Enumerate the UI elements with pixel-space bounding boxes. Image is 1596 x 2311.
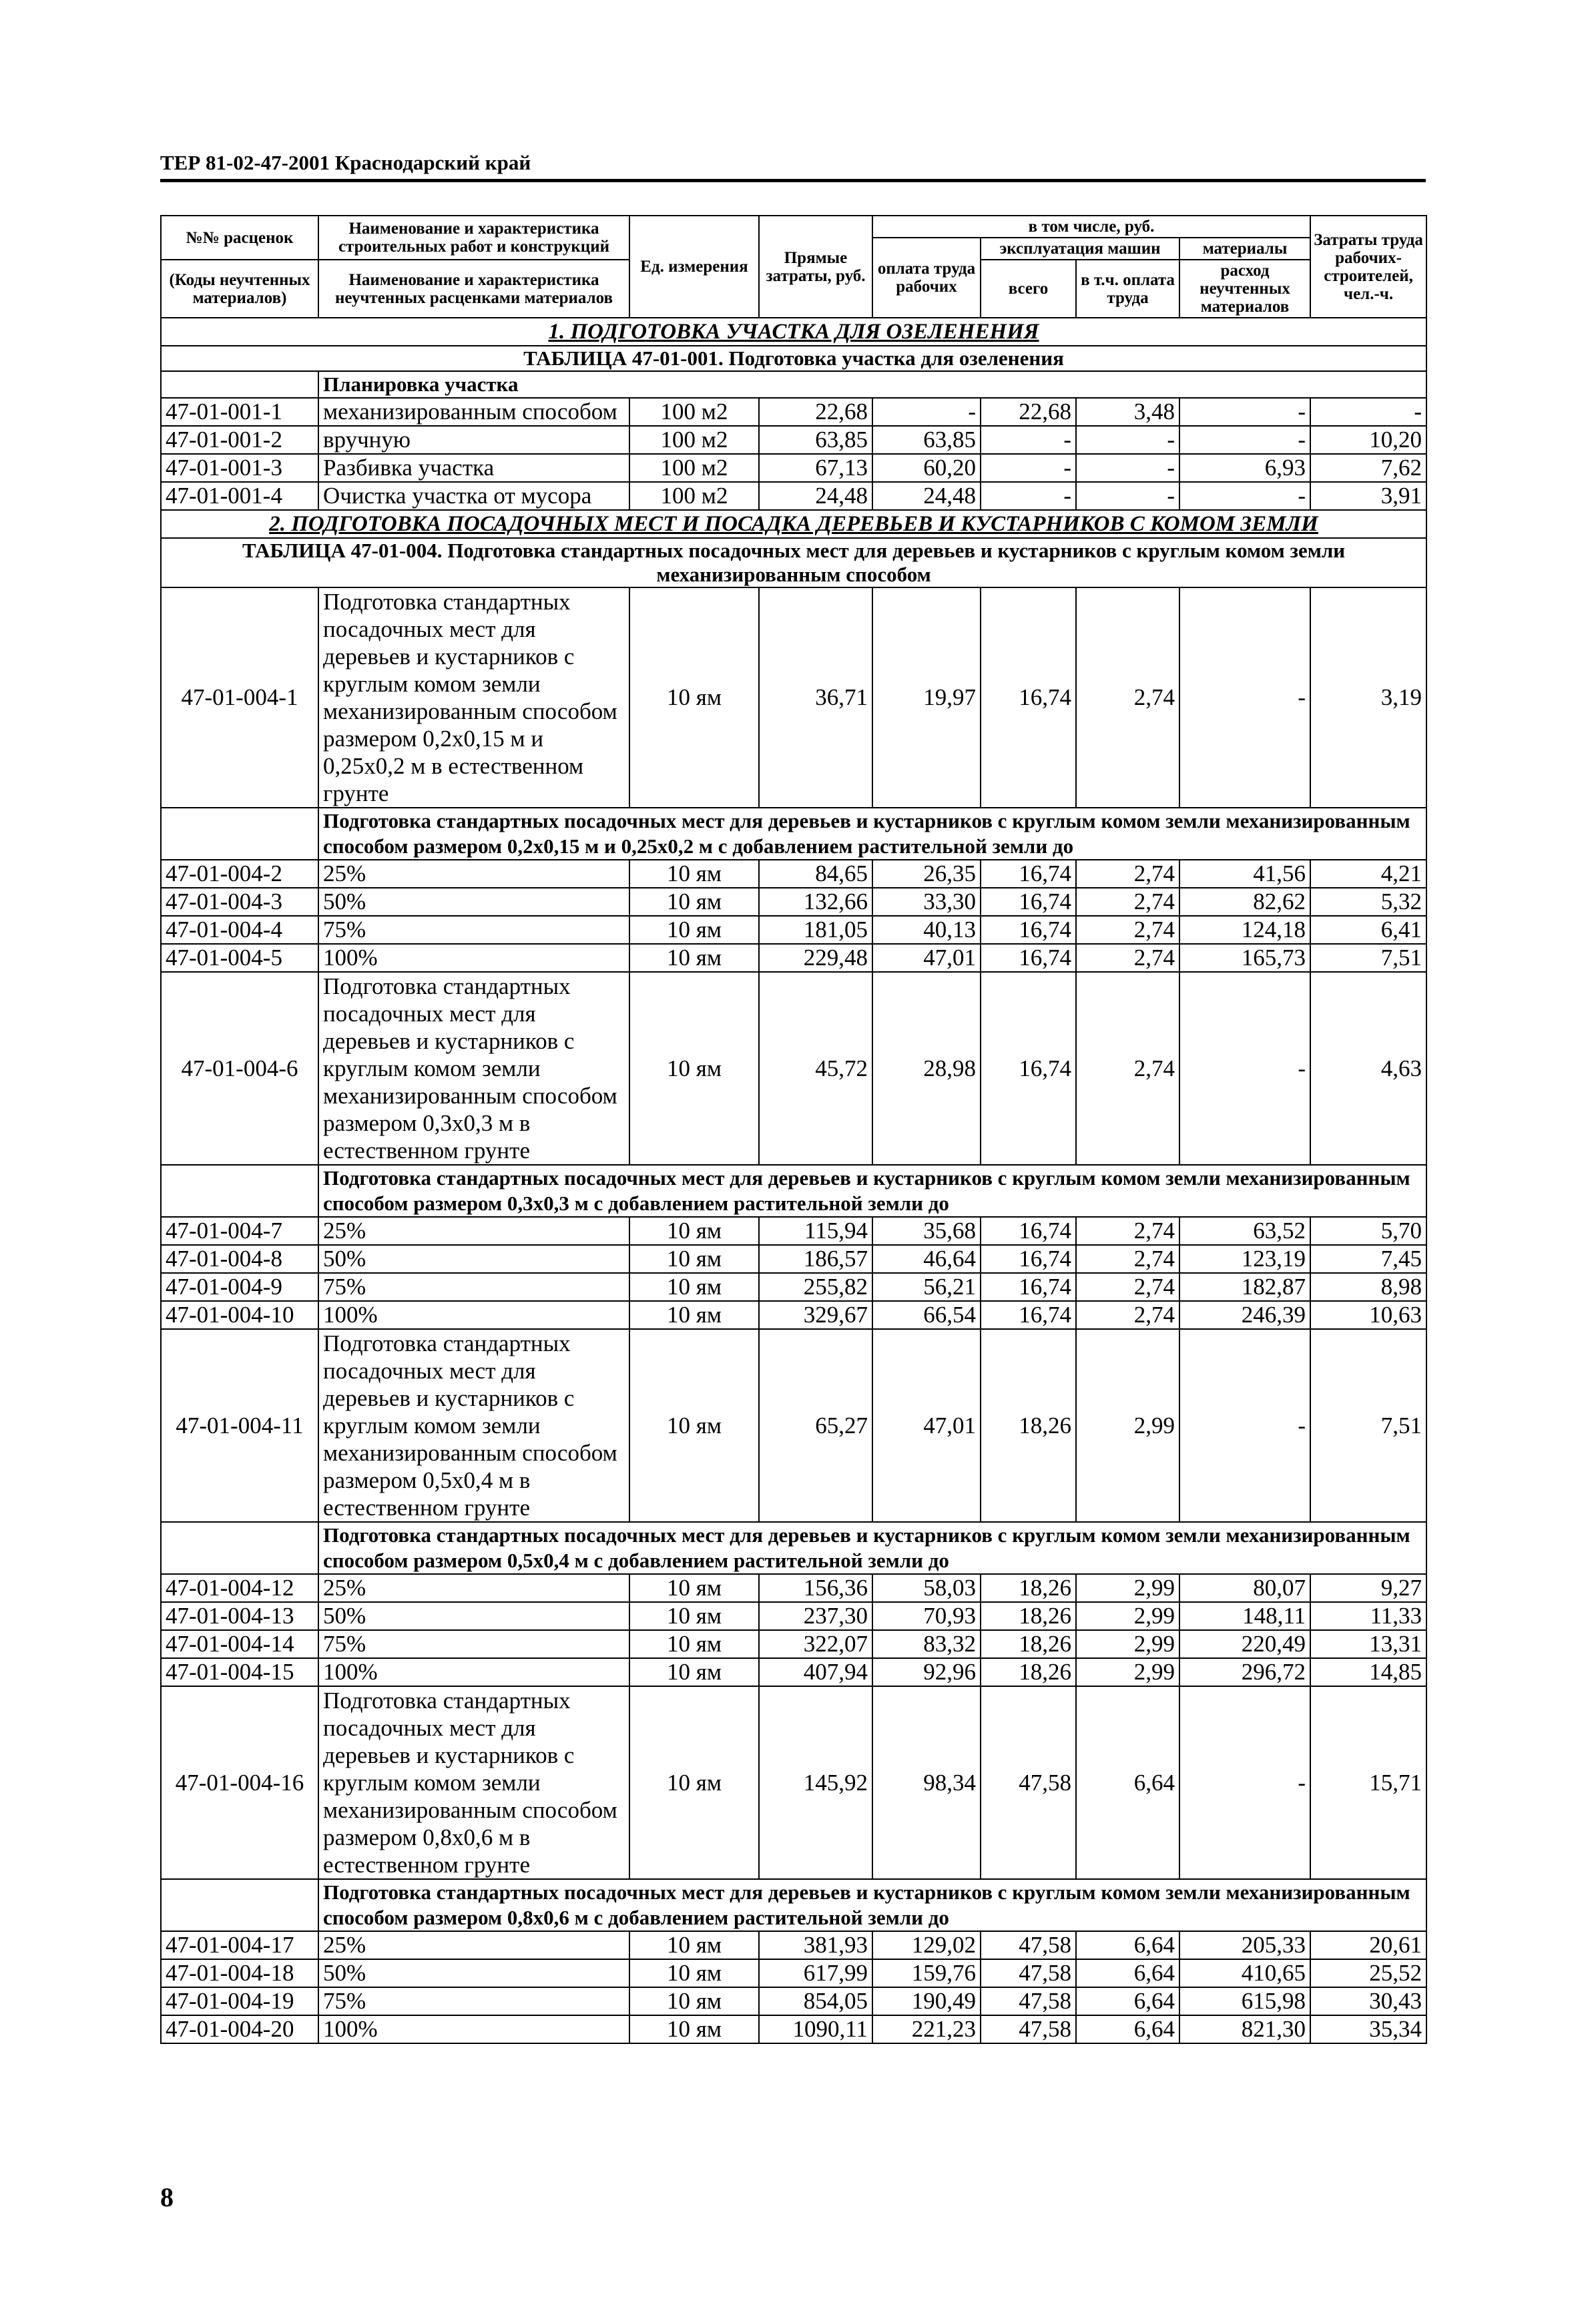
work-name: 50% [318, 1602, 629, 1630]
work-name: 100% [318, 1658, 629, 1686]
machines-total: 16,74 [981, 944, 1076, 972]
rate-code: 47-01-004-10 [161, 1301, 318, 1329]
unit: 10 ям [629, 1987, 759, 2015]
group-code-cell [161, 371, 318, 398]
labor-cost: 35,34 [1310, 2015, 1426, 2043]
rate-code: 47-01-001-2 [161, 426, 318, 454]
rate-code: 47-01-004-8 [161, 1245, 318, 1273]
header-name-unaccounted: Наименование и характеристика неучтенных расценками материалов [318, 260, 629, 318]
work-name: 100% [318, 1301, 629, 1329]
machines-total: 16,74 [981, 1245, 1076, 1273]
price-table [160, 215, 1427, 2044]
group-heading: Подготовка стандартных посадочных мест для деревьев и кустарников с круглым комом земли механизированным способом размером 0,3х0,3 м с добавлением растительной земли до [318, 1165, 1426, 1217]
section-1-title: 1. ПОДГОТОВКА УЧАСТКА ДЛЯ ОЗЕЛЕНЕНИЯ [161, 318, 1426, 346]
header-materials: материалы [1179, 238, 1310, 260]
unit: 10 ям [629, 972, 759, 1165]
group-code-cell [161, 1522, 318, 1574]
machines-labor: - [1076, 454, 1179, 482]
direct-costs: 255,82 [759, 1273, 872, 1301]
materials: 182,87 [1179, 1273, 1310, 1301]
direct-costs: 45,72 [759, 972, 872, 1165]
labor-pay: 47,01 [872, 1329, 981, 1522]
unit: 10 ям [629, 916, 759, 944]
unit: 10 ям [629, 944, 759, 972]
labor-pay: 63,85 [872, 426, 981, 454]
labor-cost: 11,33 [1310, 1602, 1426, 1630]
table-row [161, 1630, 1426, 1658]
work-name: Очистка участка от мусора [318, 482, 629, 510]
machines-labor: 2,74 [1076, 1273, 1179, 1301]
materials: 165,73 [1179, 944, 1310, 972]
work-name: 25% [318, 1574, 629, 1602]
labor-pay: 92,96 [872, 1658, 981, 1686]
materials: 821,30 [1179, 2015, 1310, 2043]
materials: - [1179, 972, 1310, 1165]
labor-pay: 33,30 [872, 888, 981, 916]
group-heading: Подготовка стандартных посадочных мест для деревьев и кустарников с круглым комом земли механизированным способом размером 0,2х0,15 м и 0,25х0,2 м с добавлением растительной земли до [318, 808, 1426, 860]
machines-labor: - [1076, 482, 1179, 510]
table-row [161, 1217, 1426, 1245]
machines-total: 18,26 [981, 1602, 1076, 1630]
work-name: 75% [318, 916, 629, 944]
rate-code: 47-01-001-3 [161, 454, 318, 482]
header-machines-total: всего [981, 260, 1076, 318]
direct-costs: 237,30 [759, 1602, 872, 1630]
unit: 10 ям [629, 1301, 759, 1329]
header-labor-cost: Затраты труда рабочих-строителей, чел.-ч. [1310, 216, 1426, 318]
table-47-01-004-title: ТАБЛИЦА 47-01-004. Подготовка стандартных посадочных мест для деревьев и кустарников с круглым комом земли механизированным способом [161, 538, 1426, 587]
header-code-unaccounted: (Коды неучтенных материалов) [161, 260, 318, 318]
unit: 10 ям [629, 1959, 759, 1987]
work-name: механизированным способом [318, 398, 629, 426]
labor-cost: 7,62 [1310, 454, 1426, 482]
direct-costs: 156,36 [759, 1574, 872, 1602]
unit: 10 ям [629, 1602, 759, 1630]
machines-labor: 6,64 [1076, 1959, 1179, 1987]
labor-pay: 159,76 [872, 1959, 981, 1987]
header-machines-labor: в т.ч. оплата труда [1076, 260, 1179, 318]
machines-labor: 2,74 [1076, 587, 1179, 808]
machines-labor: 2,99 [1076, 1329, 1179, 1522]
work-name: Подготовка стандартных посадочных мест для деревьев и кустарников с круглым комом земли механизированным способом размером 0,2х0,15 м и 0,25х0,2 м в естественном грунте [318, 587, 629, 808]
materials: 205,33 [1179, 1931, 1310, 1959]
header-direct-costs: Прямые затраты, руб. [759, 216, 872, 318]
materials: 123,19 [1179, 1245, 1310, 1273]
machines-labor: 2,74 [1076, 916, 1179, 944]
unit: 10 ям [629, 1630, 759, 1658]
group-heading: Подготовка стандартных посадочных мест для деревьев и кустарников с круглым комом земли механизированным способом размером 0,8х0,6 м с добавлением растительной земли до [318, 1879, 1426, 1931]
group-row [161, 1879, 1426, 1931]
labor-cost: 7,51 [1310, 1329, 1426, 1522]
work-name: 25% [318, 1931, 629, 1959]
machines-labor: 6,64 [1076, 1987, 1179, 2015]
machines-total: - [981, 454, 1076, 482]
header-code: №№ расценок [161, 216, 318, 260]
page-number: 8 [160, 2182, 174, 2212]
labor-pay: 28,98 [872, 972, 981, 1165]
labor-cost: 15,71 [1310, 1686, 1426, 1879]
materials: - [1179, 398, 1310, 426]
labor-cost: 30,43 [1310, 1987, 1426, 2015]
work-name: 50% [318, 888, 629, 916]
direct-costs: 181,05 [759, 916, 872, 944]
machines-total: 47,58 [981, 1931, 1076, 1959]
table-row [161, 454, 1426, 482]
machines-total: 47,58 [981, 2015, 1076, 2043]
labor-cost: 3,91 [1310, 482, 1426, 510]
direct-costs: 22,68 [759, 398, 872, 426]
unit: 100 м2 [629, 482, 759, 510]
labor-pay: 66,54 [872, 1301, 981, 1329]
labor-cost: 9,27 [1310, 1574, 1426, 1602]
table-row [161, 1602, 1426, 1630]
machines-labor: 2,74 [1076, 972, 1179, 1165]
unit: 10 ям [629, 1686, 759, 1879]
materials: 63,52 [1179, 1217, 1310, 1245]
labor-pay: 129,02 [872, 1931, 981, 1959]
unit: 100 м2 [629, 398, 759, 426]
group-heading: Подготовка стандартных посадочных мест для деревьев и кустарников с круглым комом земли механизированным способом размером 0,5х0,4 м с добавлением растительной земли до [318, 1522, 1426, 1574]
labor-cost: 6,41 [1310, 916, 1426, 944]
direct-costs: 407,94 [759, 1658, 872, 1686]
unit: 10 ям [629, 1574, 759, 1602]
machines-total: 16,74 [981, 1217, 1076, 1245]
work-name: 75% [318, 1273, 629, 1301]
rate-code: 47-01-004-7 [161, 1217, 318, 1245]
table-row [161, 426, 1426, 454]
machines-total: 16,74 [981, 587, 1076, 808]
rate-code: 47-01-004-13 [161, 1602, 318, 1630]
unit: 10 ям [629, 1931, 759, 1959]
machines-labor: 2,74 [1076, 1217, 1179, 1245]
materials: 41,56 [1179, 860, 1310, 888]
rate-code: 47-01-004-5 [161, 944, 318, 972]
machines-total: 18,26 [981, 1658, 1076, 1686]
direct-costs: 381,93 [759, 1931, 872, 1959]
group-row [161, 1522, 1426, 1574]
machines-total: 16,74 [981, 1301, 1076, 1329]
rate-code: 47-01-004-20 [161, 2015, 318, 2043]
labor-pay: 190,49 [872, 1987, 981, 2015]
rate-code: 47-01-004-9 [161, 1273, 318, 1301]
table-row [161, 888, 1426, 916]
labor-pay: 56,21 [872, 1273, 981, 1301]
machines-total: 22,68 [981, 398, 1076, 426]
materials: 148,11 [1179, 1602, 1310, 1630]
direct-costs: 229,48 [759, 944, 872, 972]
labor-cost: 3,19 [1310, 587, 1426, 808]
materials: - [1179, 426, 1310, 454]
unit: 100 м2 [629, 454, 759, 482]
work-name: 50% [318, 1959, 629, 1987]
header-including: в том числе, руб. [872, 216, 1310, 238]
table-row [161, 1245, 1426, 1273]
main-rate-row [161, 972, 1426, 1165]
direct-costs: 145,92 [759, 1686, 872, 1879]
rate-code: 47-01-004-3 [161, 888, 318, 916]
materials: 82,62 [1179, 888, 1310, 916]
direct-costs: 36,71 [759, 587, 872, 808]
table-row [161, 482, 1426, 510]
machines-total: 18,26 [981, 1574, 1076, 1602]
rate-code: 47-01-004-15 [161, 1658, 318, 1686]
header-rule [160, 179, 1426, 182]
direct-costs: 63,85 [759, 426, 872, 454]
work-name: Подготовка стандартных посадочных мест для деревьев и кустарников с круглым комом земли механизированным способом размером 0,3х0,3 м в естественном грунте [318, 972, 629, 1165]
machines-total: 16,74 [981, 860, 1076, 888]
rate-code: 47-01-004-16 [161, 1686, 318, 1879]
unit: 10 ям [629, 1245, 759, 1273]
machines-total: 16,74 [981, 888, 1076, 916]
direct-costs: 329,67 [759, 1301, 872, 1329]
page-header: ТЕР 81-02-47-2001 Краснодарский край [160, 151, 531, 174]
machines-labor: 3,48 [1076, 398, 1179, 426]
table-header [161, 216, 1426, 318]
machines-total: 18,26 [981, 1329, 1076, 1522]
unit: 10 ям [629, 1273, 759, 1301]
direct-costs: 132,66 [759, 888, 872, 916]
machines-total: 47,58 [981, 1959, 1076, 1987]
labor-pay: 35,68 [872, 1217, 981, 1245]
materials: - [1179, 1686, 1310, 1879]
group-heading: Планировка участка [318, 371, 1426, 398]
group-code-cell [161, 1879, 318, 1931]
header-materials-unaccounted: расход неучтенных материалов [1179, 260, 1310, 318]
machines-labor: 6,64 [1076, 2015, 1179, 2043]
machines-labor: 2,99 [1076, 1574, 1179, 1602]
rate-code: 47-01-004-6 [161, 972, 318, 1165]
unit: 10 ям [629, 860, 759, 888]
materials: 296,72 [1179, 1658, 1310, 1686]
materials: - [1179, 587, 1310, 808]
machines-total: 16,74 [981, 972, 1076, 1165]
table-row [161, 2015, 1426, 2043]
direct-costs: 115,94 [759, 1217, 872, 1245]
labor-pay: 46,64 [872, 1245, 981, 1273]
machines-total: 16,74 [981, 1273, 1076, 1301]
table-row [161, 398, 1426, 426]
table-body [161, 318, 1426, 398]
header-machines: эксплуатация машин [981, 238, 1179, 260]
materials: 124,18 [1179, 916, 1310, 944]
materials: 6,93 [1179, 454, 1310, 482]
labor-pay: - [872, 398, 981, 426]
machines-labor: 2,74 [1076, 1301, 1179, 1329]
header-unit: Ед. измерения [629, 216, 759, 318]
labor-pay: 70,93 [872, 1602, 981, 1630]
machines-labor: 6,64 [1076, 1931, 1179, 1959]
work-name: 100% [318, 944, 629, 972]
unit: 10 ям [629, 888, 759, 916]
header-labor-pay: оплата труда рабочих [872, 238, 981, 318]
labor-cost: 13,31 [1310, 1630, 1426, 1658]
machines-labor: 2,74 [1076, 860, 1179, 888]
rate-code: 47-01-004-11 [161, 1329, 318, 1522]
work-name: 100% [318, 2015, 629, 2043]
rate-code: 47-01-004-1 [161, 587, 318, 808]
machines-labor: 2,99 [1076, 1602, 1179, 1630]
table-row [161, 1987, 1426, 2015]
direct-costs: 84,65 [759, 860, 872, 888]
labor-pay: 60,20 [872, 454, 981, 482]
table-row [161, 1301, 1426, 1329]
header-name: Наименование и характеристика строительных работ и конструкций [318, 216, 629, 260]
unit: 10 ям [629, 1658, 759, 1686]
rate-code: 47-01-004-18 [161, 1959, 318, 1987]
rate-code: 47-01-001-4 [161, 482, 318, 510]
direct-costs: 186,57 [759, 1245, 872, 1273]
materials: - [1179, 1329, 1310, 1522]
main-rate-row [161, 1329, 1426, 1522]
labor-cost: 20,61 [1310, 1931, 1426, 1959]
unit: 10 ям [629, 1329, 759, 1522]
rate-code: 47-01-001-1 [161, 398, 318, 426]
work-name: 50% [318, 1245, 629, 1273]
work-name: Разбивка участка [318, 454, 629, 482]
labor-pay: 47,01 [872, 944, 981, 972]
group-row [161, 1165, 1426, 1217]
machines-labor: 2,74 [1076, 1245, 1179, 1273]
labor-pay: 26,35 [872, 860, 981, 888]
labor-pay: 58,03 [872, 1574, 981, 1602]
labor-pay: 98,34 [872, 1686, 981, 1879]
unit: 10 ям [629, 1217, 759, 1245]
direct-costs: 617,99 [759, 1959, 872, 1987]
direct-costs: 67,13 [759, 454, 872, 482]
direct-costs: 854,05 [759, 1987, 872, 2015]
labor-cost: 4,63 [1310, 972, 1426, 1165]
main-rate-row [161, 587, 1426, 808]
labor-cost: 5,32 [1310, 888, 1426, 916]
unit: 100 м2 [629, 426, 759, 454]
labor-pay: 24,48 [872, 482, 981, 510]
unit: 10 ям [629, 2015, 759, 2043]
section-2-title: 2. ПОДГОТОВКА ПОСАДОЧНЫХ МЕСТ И ПОСАДКА ДЕРЕВЬЕВ И КУСТАРНИКОВ С КОМОМ ЗЕМЛИ [161, 510, 1426, 538]
labor-cost: 10,20 [1310, 426, 1426, 454]
table-row [161, 1574, 1426, 1602]
labor-cost: 4,21 [1310, 860, 1426, 888]
materials: 246,39 [1179, 1301, 1310, 1329]
table-row [161, 860, 1426, 888]
table-row [161, 1658, 1426, 1686]
rate-code: 47-01-004-12 [161, 1574, 318, 1602]
labor-cost: 5,70 [1310, 1217, 1426, 1245]
labor-cost: 8,98 [1310, 1273, 1426, 1301]
materials: - [1179, 482, 1310, 510]
rate-code: 47-01-004-17 [161, 1931, 318, 1959]
machines-total: 47,58 [981, 1987, 1076, 2015]
table-row [161, 1273, 1426, 1301]
labor-cost: 7,45 [1310, 1245, 1426, 1273]
labor-cost: 10,63 [1310, 1301, 1426, 1329]
machines-labor: 2,99 [1076, 1658, 1179, 1686]
table-row [161, 916, 1426, 944]
labor-cost: - [1310, 398, 1426, 426]
work-name: 75% [318, 1630, 629, 1658]
rate-code: 47-01-004-4 [161, 916, 318, 944]
materials: 615,98 [1179, 1987, 1310, 2015]
table-row [161, 1931, 1426, 1959]
machines-total: 47,58 [981, 1686, 1076, 1879]
machines-total: 18,26 [981, 1630, 1076, 1658]
table-row [161, 1959, 1426, 1987]
labor-cost: 25,52 [1310, 1959, 1426, 1987]
labor-pay: 19,97 [872, 587, 981, 808]
machines-labor: 2,74 [1076, 944, 1179, 972]
main-rate-row [161, 1686, 1426, 1879]
table-row [161, 944, 1426, 972]
group-code-cell [161, 808, 318, 860]
section-2-heading [161, 510, 1426, 587]
machines-total: - [981, 482, 1076, 510]
work-name: 75% [318, 1987, 629, 2015]
labor-cost: 14,85 [1310, 1658, 1426, 1686]
rate-code: 47-01-004-14 [161, 1630, 318, 1658]
labor-pay: 221,23 [872, 2015, 981, 2043]
labor-pay: 83,32 [872, 1630, 981, 1658]
machines-total: - [981, 426, 1076, 454]
work-name: Подготовка стандартных посадочных мест для деревьев и кустарников с круглым комом земли механизированным способом размером 0,5х0,4 м в естественном грунте [318, 1329, 629, 1522]
group-code-cell [161, 1165, 318, 1217]
direct-costs: 1090,11 [759, 2015, 872, 2043]
machines-labor: 2,74 [1076, 888, 1179, 916]
direct-costs: 65,27 [759, 1329, 872, 1522]
labor-pay: 40,13 [872, 916, 981, 944]
direct-costs: 322,07 [759, 1630, 872, 1658]
machines-labor: 6,64 [1076, 1686, 1179, 1879]
work-name: 25% [318, 1217, 629, 1245]
rate-code: 47-01-004-2 [161, 860, 318, 888]
machines-labor: - [1076, 426, 1179, 454]
work-name: 25% [318, 860, 629, 888]
rate-code: 47-01-004-19 [161, 1987, 318, 2015]
machines-labor: 2,99 [1076, 1630, 1179, 1658]
work-name: вручную [318, 426, 629, 454]
unit: 10 ям [629, 587, 759, 808]
machines-total: 16,74 [981, 916, 1076, 944]
materials: 80,07 [1179, 1574, 1310, 1602]
table-47-01-001-title: ТАБЛИЦА 47-01-001. Подготовка участка для озеленения [161, 346, 1426, 371]
section-1-rows [161, 398, 1426, 510]
labor-cost: 7,51 [1310, 944, 1426, 972]
direct-costs: 24,48 [759, 482, 872, 510]
group-row [161, 808, 1426, 860]
materials: 220,49 [1179, 1630, 1310, 1658]
materials: 410,65 [1179, 1959, 1310, 1987]
work-name: Подготовка стандартных посадочных мест для деревьев и кустарников с круглым комом земли механизированным способом размером 0,8х0,6 м в естественном грунте [318, 1686, 629, 1879]
section-2-rows [161, 587, 1426, 2043]
